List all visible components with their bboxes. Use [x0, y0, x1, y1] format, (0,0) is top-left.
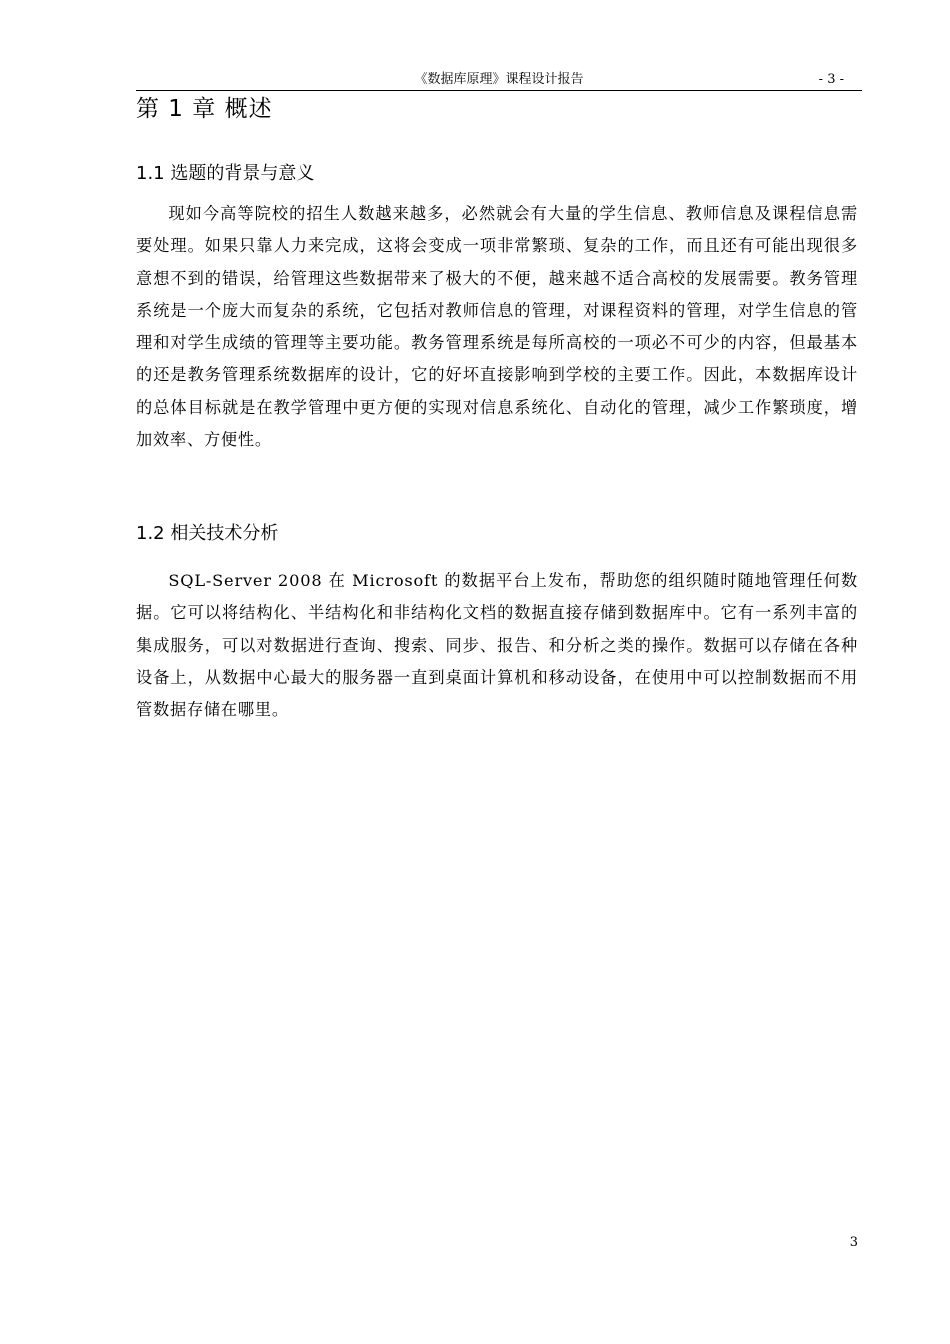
header-title: 《数据库原理》课程设计报告 [414, 72, 584, 87]
page-header [136, 70, 862, 91]
section-title-background: 1.1 选题的背景与意义 [136, 163, 315, 184]
section-title-technology: 1.2 相关技术分析 [136, 523, 279, 544]
section-paragraph-technology: SQL-Server 2008 在 Microsoft 的数据平台上发布，帮助您的组织随时随地管理任何数据。它可以将结构化、半结构化和非结构化文档的数据直接存储到数据库中。它有一系列丰富的集成服务，可以对数据进行查询、搜索、同步、报告、和分析之类的操作。数据可以存储在各种设备上，从数据中心最大的服务器一直到桌面计算机和移动设备，在使用中可以控制数据而不用管数据存储在哪里。 [136, 571, 858, 720]
header-page-label: - 3 - [818, 72, 844, 87]
footer-page-number: 3 [849, 1235, 858, 1250]
chapter-title: 第 1 章 概述 [136, 96, 273, 122]
section-paragraph-background: 现如今高等院校的招生人数越来越多，必然就会有大量的学生信息、教师信息及课程信息需要处理。如果只靠人力来完成，这将会变成一项非常繁琐、复杂的工作，而且还有可能出现很多意想不到的错误，给管理这些数据带来了极大的不便，越来越不适合高校的发展需要。教务管理系统是一个庞大而复杂的系统，它包括对教师信息的管理，对课程资料的管理，对学生信息的管理和对学生成绩的管理等主要功能。教务管理系统是每所高校的一项必不可少的内容，但最基本的还是教务管理系统数据库的设计，它的好坏直接影响到学校的主要工作。因此，本数据库设计的总体目标就是在教学管理中更方便的实现对信息系统化、自动化的管理，减少工作繁琐度，增加效率、方便性。 [136, 204, 858, 450]
